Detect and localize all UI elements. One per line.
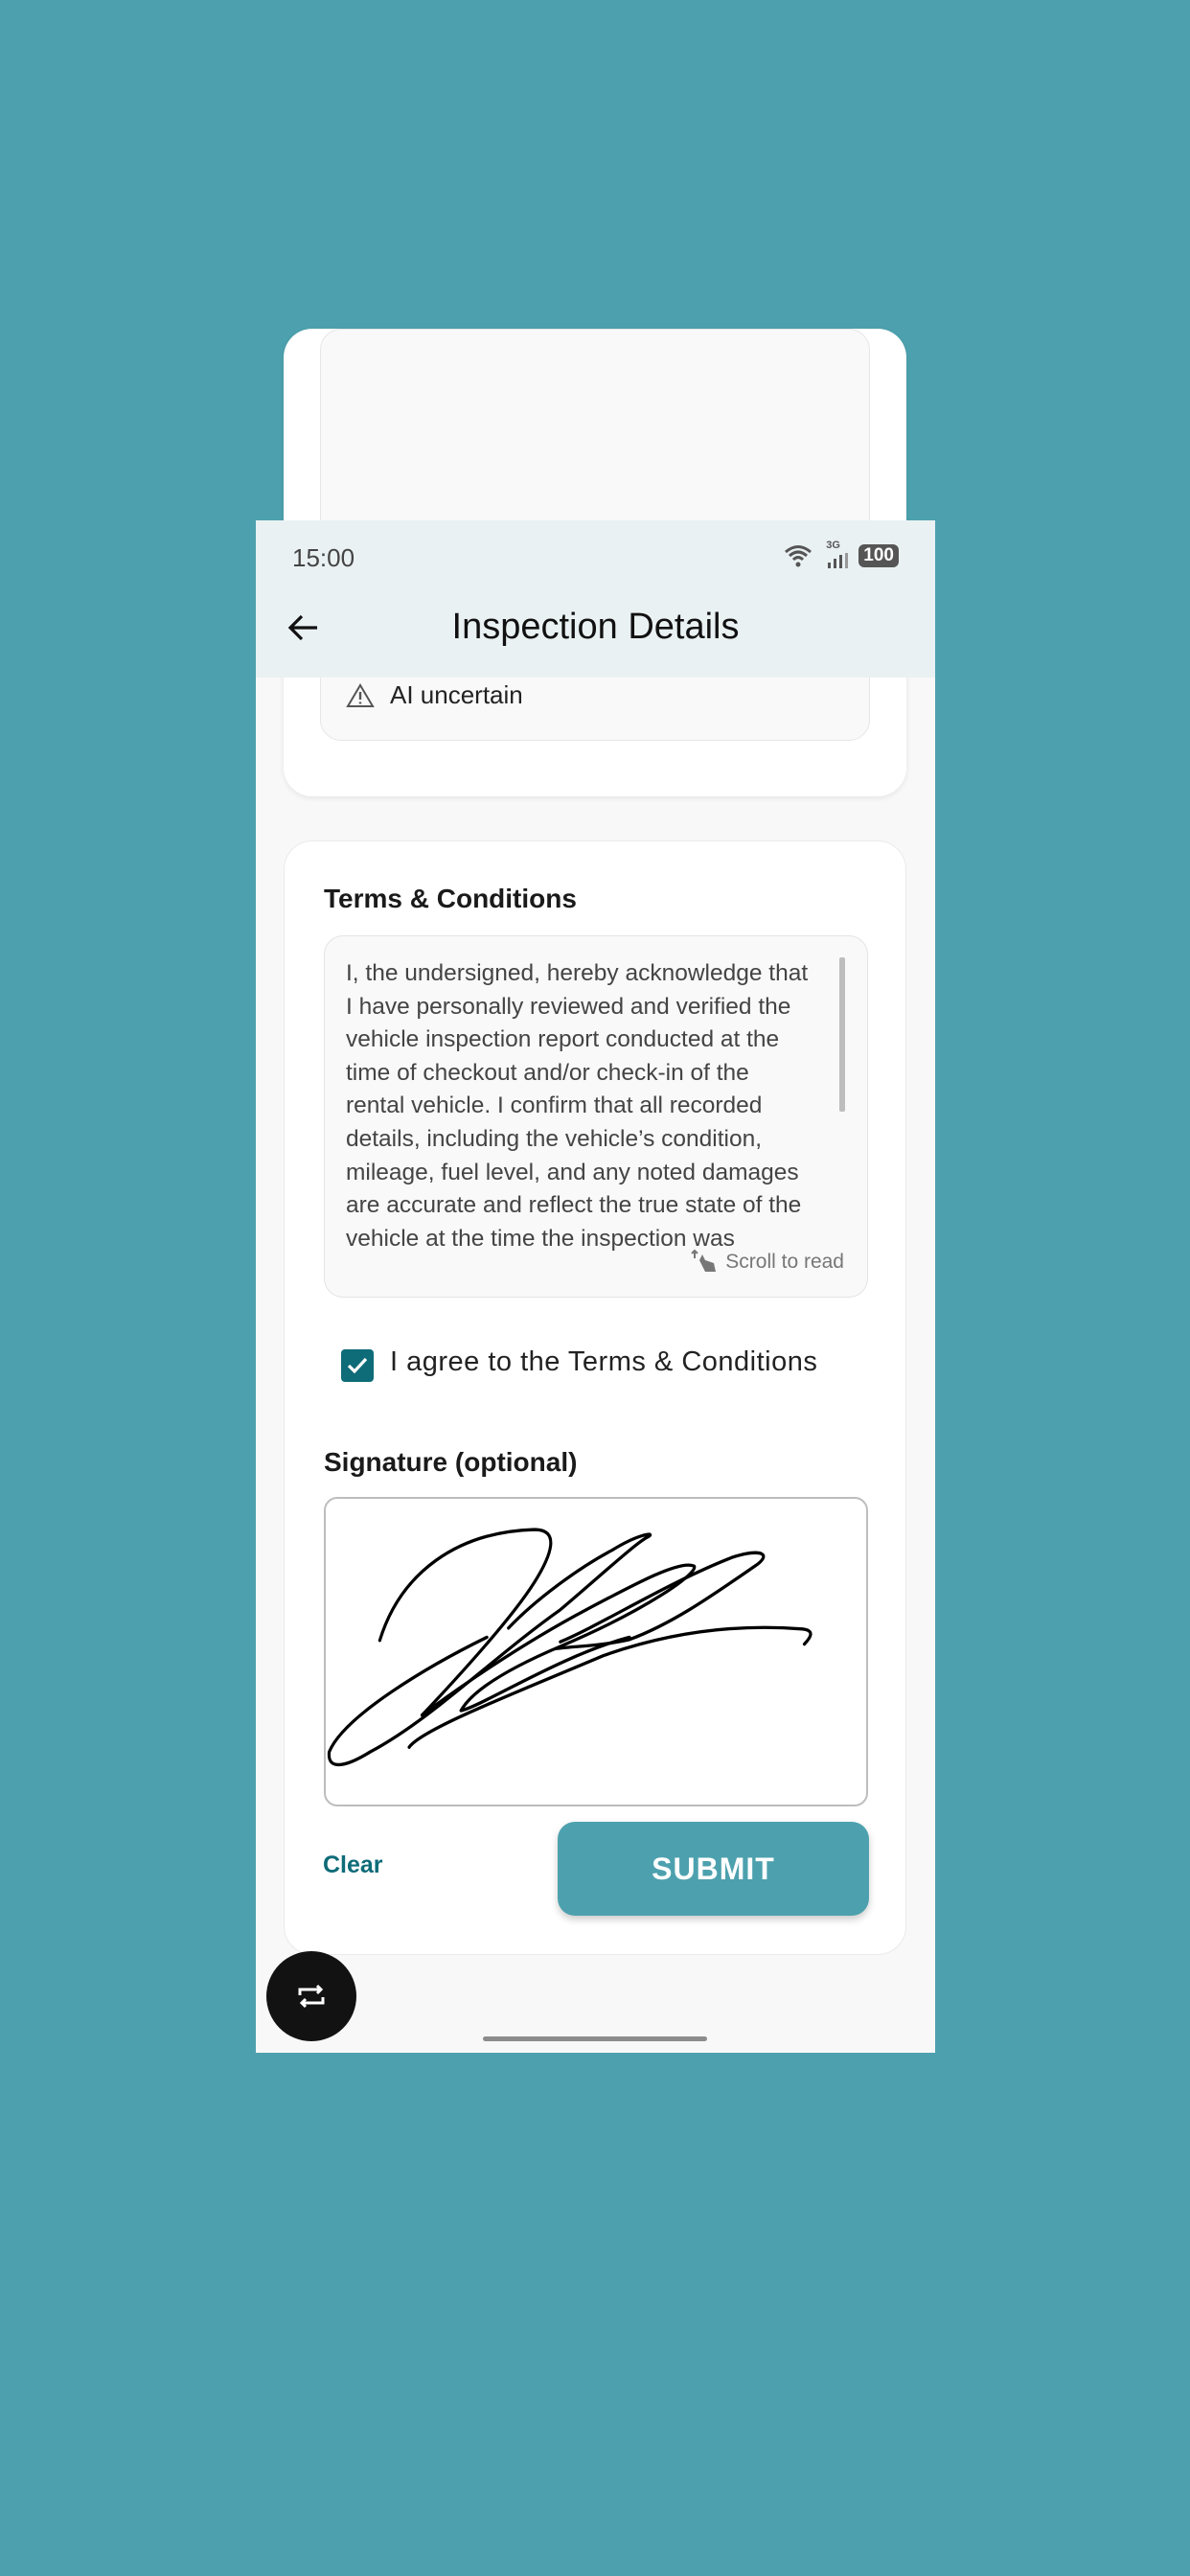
terms-line: details, including the vehicle’s condition, [346,1125,763,1152]
terms-line: time of checkout and/or check-in of the [346,1059,749,1086]
agree-label[interactable]: I agree to the Terms & Conditions [390,1346,818,1377]
terms-line: vehicle inspection report conducted at the [346,1026,780,1053]
submit-button[interactable]: SUBMIT [558,1822,869,1916]
checkmark-icon [346,1356,369,1375]
ai-status-row [346,680,523,710]
warning-icon [346,683,375,708]
home-indicator[interactable] [483,2036,707,2041]
signature-pad[interactable] [324,1497,868,1806]
terms-text-box[interactable] [324,935,868,1298]
terms-card [284,840,906,1955]
scroll-hint-text: Scroll to read [725,1251,844,1273]
status-time: 15:00 [292,543,355,572]
terms-line: I have personally reviewed and verified the [346,993,791,1020]
repeat-icon [295,1984,328,2009]
terms-line: mileage, fuel level, and any noted damages [346,1159,799,1185]
signature-heading: Signature (optional) [324,1447,578,1477]
app-header [256,520,935,678]
wifi-icon [784,544,812,567]
network-type: 3G [826,540,840,551]
agree-checkbox[interactable] [341,1349,374,1382]
terms-heading: Terms & Conditions [324,884,577,913]
signature-drawing [326,1499,866,1805]
ai-status-text: AI uncertain [390,680,523,709]
status-icons [784,540,899,568]
terms-line: vehicle at the time the inspection was [346,1225,735,1252]
terms-text [346,957,844,1252]
scroll-hint [691,1249,844,1276]
clear-button[interactable]: Clear [323,1852,383,1878]
page-title: Inspection Details [451,607,740,647]
terms-line: I, the undersigned, hereby acknowledge that [346,960,809,986]
terms-line: rental vehicle. I confirm that all recorded [346,1092,763,1119]
phone-screen [256,520,935,2053]
terms-line: are accurate and reflect the true state of the [346,1192,802,1219]
signal-icon [822,540,849,568]
switch-fab[interactable] [266,1951,356,2041]
swipe-hand-icon [691,1249,718,1276]
battery-indicator: 100 [858,544,899,567]
terms-scrollbar[interactable] [839,957,845,1112]
